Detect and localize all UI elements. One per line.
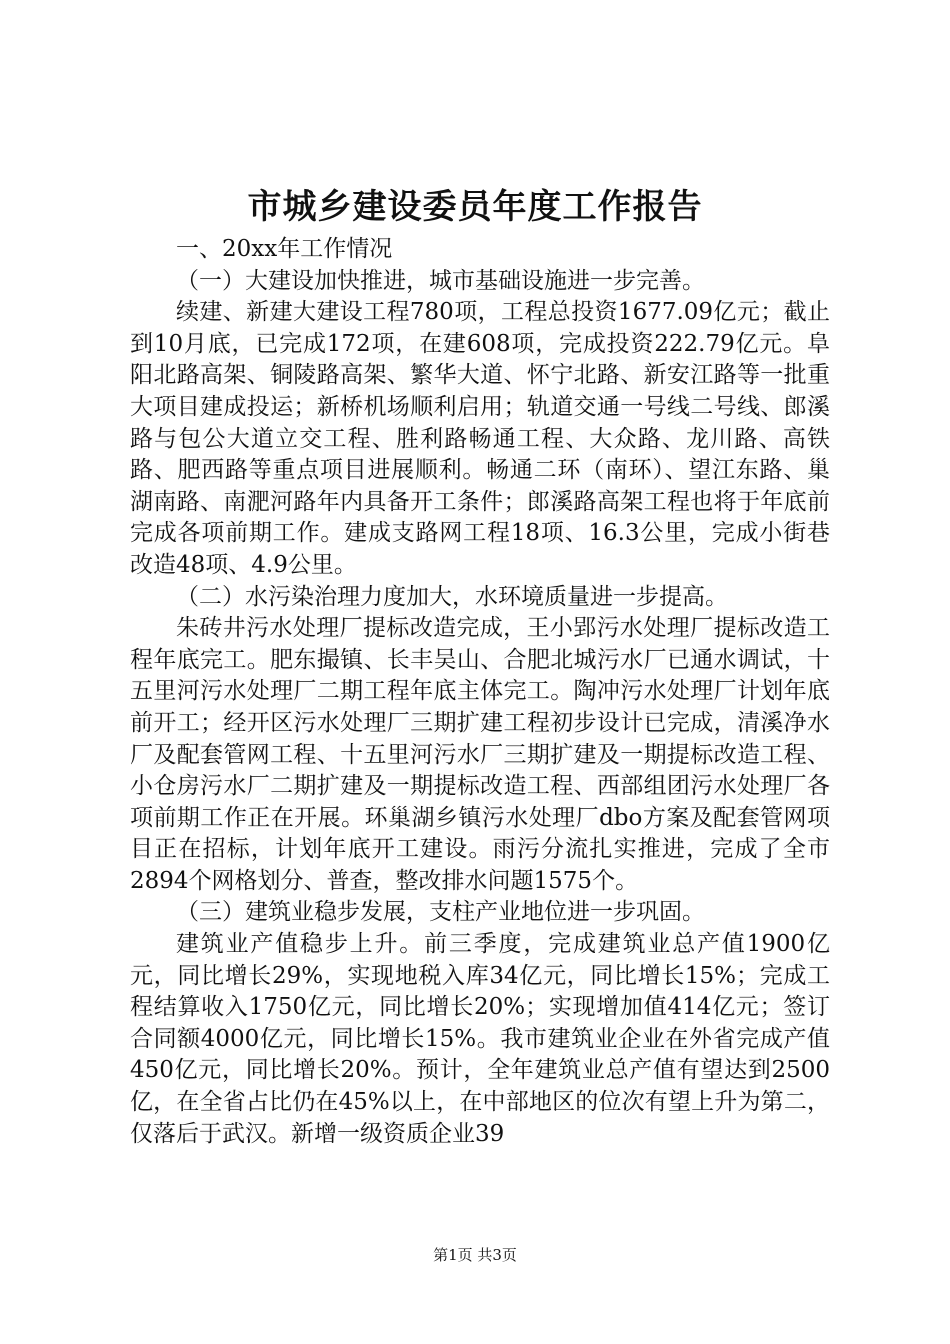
page-footer: 第1页 共3页	[433, 1246, 517, 1264]
document-title: 市城乡建设委员年度工作报告	[247, 187, 703, 227]
document-body	[130, 234, 830, 1150]
subsection-heading: （二）水污染治理力度加大，水环境质量进一步提高。	[176, 583, 728, 610]
body-paragraph: 朱砖井污水处理厂提标改造完成，王小郢污水处理厂提标改造工程年底完工。肥东撮镇、长丰吴山、合肥北城污水厂已通水调试，十五里河污水处理厂二期工程年底主体完工。陶冲污水处理厂计划年底前开工；经开区污水处理厂三期扩建工程初步设计已完成，清溪净水厂及配套管网工程、十五里河污水厂三期扩建及一期提标改造工程、小仓房污水厂二期扩建及一期提标改造工程、西部组团污水处理厂各项前期工作正在开展。环巢湖乡镇污水处理厂dbo方案及配套管网项目正在招标，计划年底开工建设。雨污分流扎实推进，完成了全市2894个网格划分、普查，整改排水问题1575个。	[130, 615, 830, 894]
section-heading: 一、20xx年工作情况	[176, 236, 393, 262]
body-paragraph: 建筑业产值稳步上升。前三季度，完成建筑业总产值1900亿元，同比增长29%，实现地税入库34亿元，同比增长15%；完成工程结算收入1750亿元，同比增长20%；实现增加值414亿元；签订合同额4000亿元，同比增长15%。我市建筑业企业在外省完成产值450亿元，同比增长20%。预计，全年建筑业总产值有望达到2500亿，在全省占比仍在45%以上，在中部地区的位次有望上升为第二，仅落后于武汉。新增一级资质企业39	[130, 931, 830, 1147]
body-paragraph: 续建、新建大建设工程780项，工程总投资1677.09亿元；截止到10月底，已完成172项，在建608项，完成投资222.79亿元。阜阳北路高架、铜陵路高架、繁华大道、怀宁北路、新安江路等一批重大项目建成投运；新桥机场顺利启用；轨道交通一号线二号线、郎溪路与包公大道立交工程、胜利路畅通工程、大众路、龙川路、高铁路、肥西路等重点项目进展顺利。畅通二环（南环）、望江东路、巢湖南路、南淝河路年内具备开工条件；郎溪路高架工程也将于年底前完成各项前期工作。建成支路网工程18项、16.3公里，完成小街巷改造48项、4.9公里。	[130, 299, 830, 578]
subsection-heading: （一）大建设加快推进，城市基础设施进一步完善。	[176, 267, 705, 294]
subsection-heading: （三）建筑业稳步发展，支柱产业地位进一步巩固。	[176, 899, 705, 926]
